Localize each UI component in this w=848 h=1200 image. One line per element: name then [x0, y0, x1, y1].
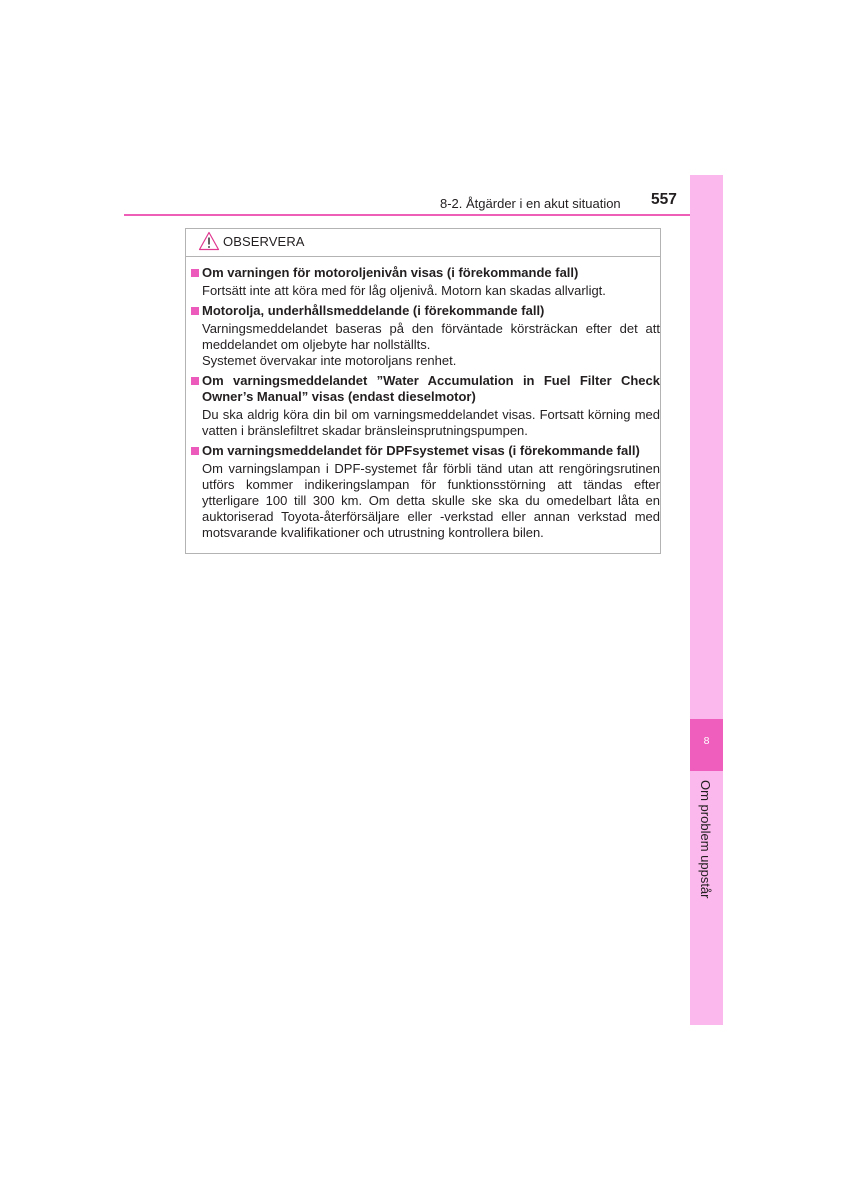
caution-item — [190, 443, 660, 541]
header-rule — [124, 214, 722, 216]
page-number: 557 — [651, 191, 677, 208]
section-title: 8-2. Åtgärder i en akut situation — [440, 196, 621, 211]
caution-box — [185, 228, 661, 554]
caution-body — [190, 265, 660, 545]
pink-square-bullet-icon — [191, 307, 199, 315]
caution-item-heading: Om varningsmeddelandet ”Water Accumulation in Fuel Filter Check Owner’s Manual” visas (endast dieselmotor) — [190, 373, 660, 405]
pink-square-bullet-icon — [191, 447, 199, 455]
caution-item — [190, 373, 660, 439]
caution-header — [186, 229, 660, 257]
caution-item-heading: Om varningsmeddelandet för DPFsystemet visas (i förekommande fall) — [190, 443, 660, 459]
caution-item-text: Du ska aldrig köra din bil om varningsmeddelandet visas. Fortsatt körning med vatten i bränslefiltret skadar bränsleinsprutningspumpen. — [202, 407, 660, 438]
caution-title: OBSERVERA — [223, 234, 305, 249]
chapter-number: 8 — [703, 735, 710, 747]
chapter-title: Om problem uppstår — [698, 780, 713, 899]
chapter-number-block — [690, 719, 723, 771]
caution-item — [190, 303, 660, 369]
caution-item-heading: Motorolja, underhållsmeddelande (i förekommande fall) — [190, 303, 660, 319]
pink-square-bullet-icon — [191, 377, 199, 385]
caution-item-text: Om varningslampan i DPF-systemet får förbli tänd utan att rengöringsrutinen utförs kommer indikeringslampan för funktionsstörning att tändas efter ytterligare 100 till 300 km. Om detta skulle ske ska du omedelbart låta en auktoriserad Toyota-återförsäljare eller -verkstad eller annan verkstad med motsvarande kvalifikationer och utrustning kontrollera bilen. — [202, 461, 660, 540]
caution-item-text: Varningsmeddelandet baseras på den förväntade körsträckan efter det att meddelandet om oljebyte har nollställts. Systemet övervakar inte motoroljans renhet. — [202, 321, 660, 368]
warning-triangle-icon — [198, 231, 220, 251]
caution-item-text: Fortsätt inte att köra med för låg oljenivå. Motorn kan skadas allvarligt. — [202, 283, 606, 298]
pink-square-bullet-icon — [191, 269, 199, 277]
caution-item — [190, 265, 660, 299]
caution-item-heading: Om varningen för motoroljenivån visas (i förekommande fall) — [190, 265, 660, 281]
